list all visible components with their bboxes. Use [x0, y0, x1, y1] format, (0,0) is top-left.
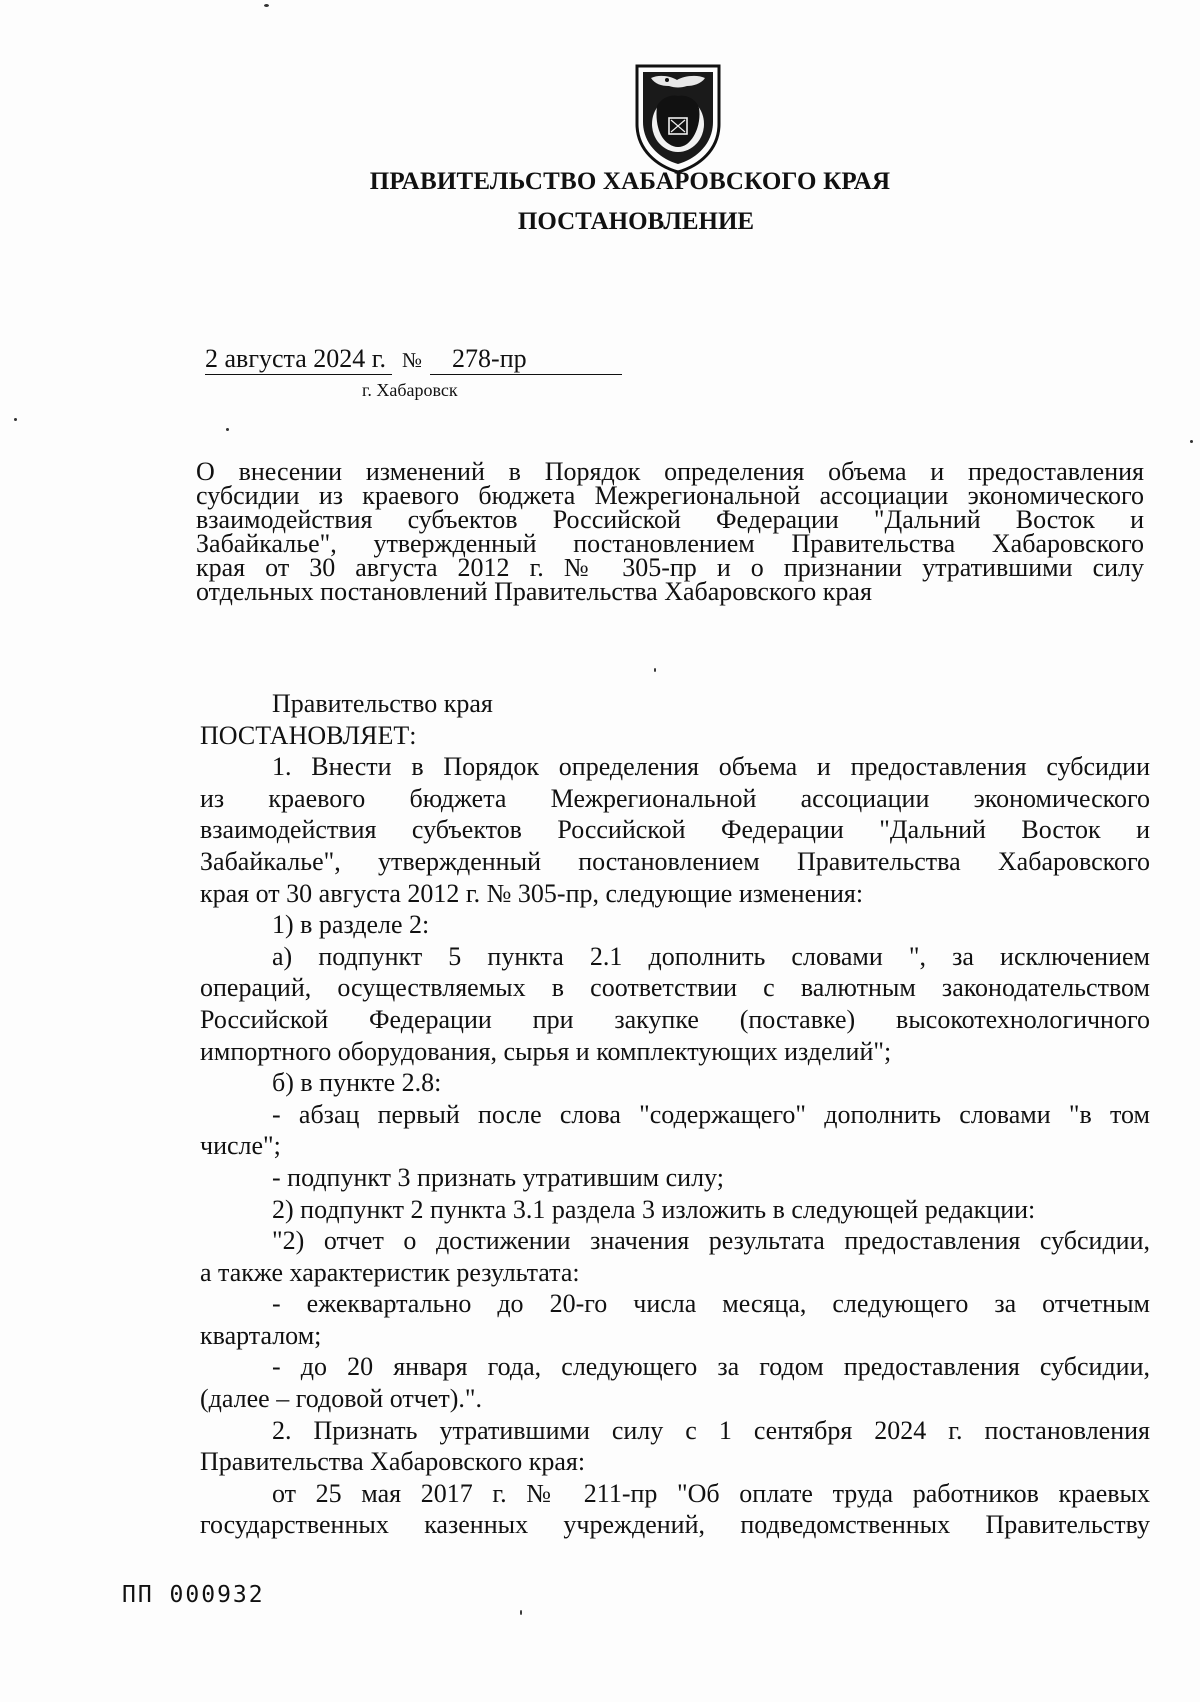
body-line: государственных казенных учреждений, подведомственных Правительству: [200, 1510, 1150, 1540]
body-line: - подпункт 3 признать утратившим силу;: [272, 1162, 724, 1192]
body-line: - абзац первый после слова "содержащего" дополнить словами "в том: [272, 1099, 1150, 1129]
body-line: а также характеристик результата:: [200, 1257, 580, 1287]
body-line: 1. Внести в Порядок определения объема и предоставления субсидии: [272, 752, 1150, 782]
document-city: г. Хабаровск: [362, 380, 458, 400]
body-line: "2) отчет о достижении значения результата предоставления субсидии,: [272, 1226, 1150, 1256]
subject-line: О внесении изменений в Порядок определения объема и предоставления: [196, 457, 1144, 486]
form-stamp-number: ПП 000932: [122, 1582, 265, 1608]
document-subject: [196, 457, 1144, 606]
scan-speck: [264, 4, 269, 7]
body-line: б) в пункте 2.8:: [272, 1068, 442, 1098]
body-line: Правительство края: [272, 689, 493, 718]
scan-speck: [226, 428, 229, 431]
body-line: числе";: [200, 1131, 281, 1161]
body-line: из краевого бюджета Межрегиональной ассоциации экономического: [200, 783, 1150, 813]
document-type-title: ПОСТАНОВЛЕНИЕ: [517, 208, 755, 235]
body-line: Российской Федерации при закупке (поставке) высокотехнологичного: [200, 1004, 1150, 1034]
scan-speck: [520, 1610, 522, 1615]
body-line: операций, осуществляемых в соответствии с валютным законодательством: [200, 973, 1150, 1003]
body-line: кварталом;: [200, 1320, 322, 1350]
body-line: (далее – годовой отчет).".: [200, 1384, 482, 1414]
body-line: - до 20 января года, следующего за годом предоставления субсидии,: [272, 1352, 1150, 1382]
body-line: 2) подпункт 2 пункта 3.1 раздела 3 изложить в следующей редакции:: [272, 1194, 1036, 1224]
scan-speck: [654, 668, 656, 672]
body-line: края от 30 августа 2012 г. № 305-пр, следующие изменения:: [200, 878, 864, 908]
body-line: импортного оборудования, сырья и комплектующих изделий";: [200, 1036, 892, 1066]
subject-line: субсидии из краевого бюджета Межрегиональной ассоциации экономического: [196, 481, 1144, 510]
body-line: от 25 мая 2017 г. № 211-пр "Об оплате труда работников краевых: [272, 1478, 1150, 1508]
government-title: ПРАВИТЕЛЬСТВО ХАБАРОВСКОГО КРАЯ: [369, 168, 891, 195]
body-line: 1) в разделе 2:: [272, 910, 430, 940]
subject-line: края от 30 августа 2012 г. № 305-пр и о признании утратившими силу: [196, 553, 1144, 582]
body-line: - ежеквартально до 20-го числа месяца, следующего за отчетным: [272, 1289, 1150, 1319]
document-body: [200, 688, 1150, 1541]
document-date: 2 августа 2024 г.: [205, 344, 392, 375]
document-number: 278-пр: [430, 344, 622, 375]
subject-line: взаимодействия субъектов Российской Федерации "Дальний Восток и: [196, 505, 1144, 534]
scan-speck: [14, 418, 17, 421]
body-line: Забайкалье", утвержденный постановлением Правительства Хабаровского: [200, 846, 1150, 876]
khabarovsk-coat-of-arms-icon: [631, 62, 725, 174]
scan-speck: [1190, 440, 1193, 443]
body-line-resolves: ПОСТАНОВЛЯЕТ:: [200, 720, 417, 750]
body-line: 2. Признать утратившими силу с 1 сентября 2024 г. постановления: [272, 1415, 1150, 1445]
body-line: а) подпункт 5 пункта 2.1 дополнить словами ", за исключением: [272, 941, 1150, 971]
number-label: №: [401, 348, 423, 372]
registration-line: [205, 344, 622, 375]
subject-line: Забайкалье", утвержденный постановлением Правительства Хабаровского: [196, 529, 1144, 558]
subject-line: отдельных постановлений Правительства Хабаровского края: [196, 577, 872, 606]
body-line: взаимодействия субъектов Российской Федерации "Дальний Восток и: [200, 815, 1150, 845]
body-line: Правительства Хабаровского края:: [200, 1447, 586, 1477]
